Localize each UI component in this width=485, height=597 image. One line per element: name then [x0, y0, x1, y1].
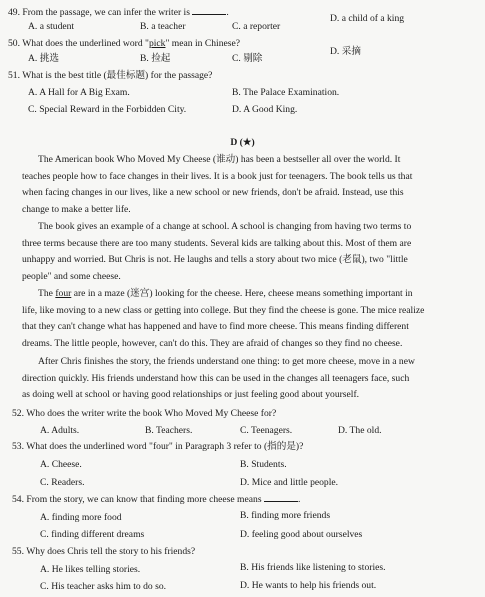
question-52-option-b: B. Teachers.	[145, 425, 193, 436]
passage-line: After Chris finishes the story, the friends understand one thing: to get more cheese, move in a new	[38, 356, 415, 367]
question-51-stem: 51. What is the best title (最佳标题) for the passage?	[8, 70, 213, 81]
question-55-option-b: B. His friends like listening to stories.	[240, 562, 386, 573]
passage-line: dreams. The little people, however, can't do this. They are afraid of changes so they find no cheese.	[22, 337, 403, 349]
passage-text: are in a maze (迷宫) looking for the cheese. Here, cheese means something important in	[73, 288, 413, 299]
passage-line: three terms because there are too many students. Several kids are talking about this. Most of them are	[22, 237, 412, 249]
passage-line: The American book Who Moved My Cheese (谁动) has been a bestseller all over the world. It	[38, 154, 401, 165]
question-52-option-d: D. The old.	[338, 425, 382, 436]
passage-line: direction quickly. His friends understand how this can be used in the changes all teenagers face, such	[22, 372, 410, 384]
underlined-word: pick	[148, 38, 166, 49]
question-54-option-b: B. finding more friends	[240, 510, 331, 521]
question-54-option-c: C. finding different dreams	[40, 529, 145, 540]
passage-line: people" and some cheese.	[22, 270, 121, 282]
question-49-stem	[8, 6, 229, 19]
passage-word: The	[38, 288, 53, 299]
passage-paragraph-2	[22, 219, 467, 285]
passage-paragraph-1	[22, 152, 467, 218]
underlined-word: four	[55, 288, 72, 299]
question-54-option-d: D. feeling good about ourselves	[240, 529, 363, 540]
question-55-option-c: C. His teacher asks him to do so.	[40, 581, 167, 592]
question-51-option-c: C. Special Reward in the Forbidden City.	[28, 104, 187, 115]
answer-blank	[264, 493, 298, 502]
question-52-stem: 52. Who does the writer write the book Who Moved My Cheese for?	[12, 408, 277, 419]
question-50-stem-text: 50. What does the underlined word "	[8, 38, 149, 49]
question-49-stem-text: 49. From the passage, we can infer the writer is	[8, 7, 190, 18]
question-53-option-d: D. Mice and little people.	[240, 477, 339, 488]
question-50-stem-end: " mean in Chinese?	[165, 38, 240, 49]
question-55-option-d: D. He wants to help his friends out.	[240, 580, 377, 591]
question-50-option-b: B. 捡起	[140, 53, 171, 64]
question-50-option-a: A. 挑选	[28, 53, 59, 64]
question-49-option-b: B. a teacher	[140, 21, 186, 32]
question-49-stem-end: .	[226, 7, 229, 18]
passage-line: unhappy and worried. But Chris is not. He laughs and tells a story about two mice (老鼠), two "little	[22, 254, 408, 266]
passage-line	[22, 286, 467, 303]
passage-line: as doing well at school or having good relationships or just feeling good about yourself.	[22, 389, 360, 401]
question-55-option-a: A. He likes telling stories.	[40, 564, 141, 575]
question-53-option-b: B. Students.	[240, 459, 287, 470]
passage-line: change to make a better life.	[22, 203, 131, 215]
question-54-option-a: A. finding more food	[40, 512, 122, 523]
passage-line: when facing changes in our lives, like a new school or new friends, don't be afraid. Instead, use this	[22, 187, 404, 199]
question-53-option-a: A. Cheese.	[40, 459, 82, 470]
question-49-option-d: D. a child of a king	[330, 13, 405, 24]
question-49-option-a: A. a student	[28, 21, 75, 32]
question-50-stem	[8, 38, 240, 50]
answer-blank	[192, 6, 226, 15]
question-52-option-a: A. Adults.	[40, 425, 80, 436]
passage-line: The book gives an example of a change at school. A school is changing from having two terms to	[38, 221, 412, 232]
question-53-option-c: C. Readers.	[40, 477, 85, 488]
question-51-option-b: B. The Palace Examination.	[232, 87, 340, 98]
passage-paragraph-4	[22, 354, 467, 404]
question-53-stem: 53. What does the underlined word "four" in Paragraph 3 refer to (指的是)?	[12, 441, 304, 452]
question-50-option-d: D. 采摘	[330, 46, 361, 57]
passage-paragraph-3	[22, 286, 467, 352]
question-54-stem-text: 54. From the story, we can know that finding more cheese means	[12, 494, 262, 505]
question-51-option-d: D. A Good King.	[232, 104, 298, 115]
passage-line: life, like moving to a new class or getting into college. But they find the cheese is gone. The mice realize	[22, 304, 425, 316]
question-49-option-c: C. a reporter	[232, 21, 281, 32]
question-50-option-c: C. 剔除	[232, 53, 263, 64]
question-54-stem-end: .	[297, 494, 301, 505]
section-title: D (★)	[230, 137, 255, 148]
question-55-stem: 55. Why does Chris tell the story to his friends?	[12, 546, 196, 557]
question-54-stem	[12, 493, 300, 506]
question-51-option-a: A. A Hall for A Big Exam.	[28, 87, 130, 98]
question-52-option-c: C. Teenagers.	[240, 425, 293, 436]
passage-line: teaches people how to face changes in their lives. It is a book just for teenagers. The book tells us that	[22, 170, 413, 182]
passage-line: that they can't change what has happened and have to find more cheese. This means finding different	[22, 321, 409, 333]
